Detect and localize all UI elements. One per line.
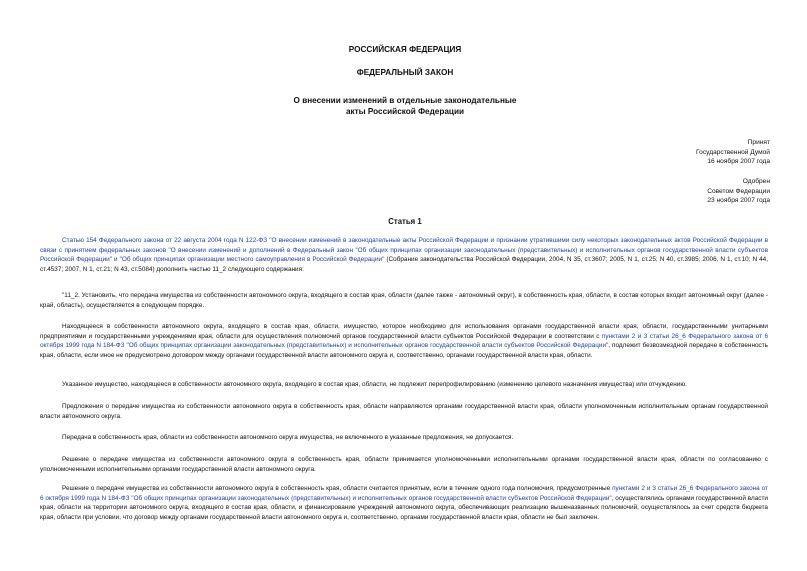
- paragraph-5: Предложения о передаче имущества из собственности автономного округа в собственность края, области направляются органами государственной власти края, области уполномоченным исполнительным органам государственной власти автономного округа.: [40, 403, 768, 420]
- duma-name: Государственной Думой: [696, 148, 770, 156]
- paragraph-3-text-a: Находящееся в собственности автономного округа, входящего в состав края, области, имущество, которое необходимо для использования органами государственной власти края, области, государственными унитарными предприятиями и государственными учреждениями края, области для осуществления полномочий органов государственной власти субъектов Российской Федерации в соответствии с: [40, 323, 768, 340]
- law-184-fz-link[interactable]: пунктами 2 и 3 статьи 26_6 Федерального закона от 6 октября 1999 года N 184-ФЗ "Об общих принципах организации законодательных (представительных) и исполнительных органов государственной власти субъектов Российской Федерации": [40, 332, 768, 350]
- article-heading: Статья 1: [388, 217, 422, 226]
- law-184-fz-link-2[interactable]: пунктами 2 и 3 статьи 26_6 Федерального закона от 6 октября 1999 года N 184-ФЗ "Об общих принципах организации законодательных (представительных) и исполнительных органов государственной власти субъектов Российской Федерации": [40, 485, 769, 502]
- council-approved-label: Одобрен: [742, 178, 770, 185]
- paragraph-6: Передача в собственность края, области из собственности автономного округа имущества, не включенного в указанные предложения, не допускается.: [62, 434, 514, 441]
- council-date: 23 ноября 2007 года: [707, 197, 770, 204]
- council-approval: [600, 177, 770, 206]
- paragraph-8-text-c: , осуществлялись органами государственной власти края, области на территории автономного округа, входящего в состав края, области, и финансирование учреждений автономного округа, обеспечивающих реализацию вышеназванных полномочий, осуществлялось за счет средств бюджета края, области при условии, что договор между органами государственной власти автономного округа и, соответственно, органами государственной власти края, области не был заключен.: [40, 494, 768, 521]
- council-name: Советом Федерации: [707, 187, 770, 195]
- law-title-line-2: акты Российской Федерации: [345, 106, 465, 116]
- law-title: [40, 96, 770, 117]
- duma-adopted-label: Принят: [747, 139, 770, 146]
- paragraph-2: "11_2. Установить, что передача имущества из собственности автономного округа, входящего в состав края, области (далее также - автономный округ), в собственность края, области, в состав которых входит автономный округ (далее - край, область), осуществляется в следующем порядке.: [40, 292, 768, 309]
- duma-date: 16 ноября 2007 года: [707, 158, 770, 165]
- paragraph-8: [40, 484, 768, 522]
- law-title-line-1: О внесении изменений в отдельные законодательные: [293, 96, 517, 105]
- paragraph-7: Решение о передаче имущества из собственности автономного округа в собственность края, области принимается уполномоченными исполнительными органами государственной власти края, области по согласованию с уполномоченными исполнительными органами государственной власти автономного округа.: [40, 456, 768, 473]
- paragraph-1-text: (Собрание законодательства Российской Федерации, 2004, N 35, ст.3607; 2005, N 1, ст.25; N 40, ст.3985; 2006, N 1, ст.10; N 44, ст.4537; 2007, N 1, ст.21; N 43, ст.5084) дополнить частью 11_2 следующего содержания:: [40, 256, 768, 273]
- paragraph-3: [40, 322, 768, 360]
- paragraph-8-text-a: Решение о передаче имущества из собственности автономного округа в собственность края, области считается принятым, если в течение одного года полномочия, предусмотренные: [62, 485, 613, 492]
- duma-adoption: [600, 138, 770, 167]
- paragraph-3-text-c: , подлежит безвозмездной передаче в собственность края, области, если иное не предусмотрено договором между органами государственной власти автономного округа и, соответственно, органами государственной власти края, области.: [40, 342, 768, 359]
- law-type-heading: ФЕДЕРАЛЬНЫЙ ЗАКОН: [356, 68, 454, 77]
- country-heading: РОССИЙСКАЯ ФЕДЕРАЦИЯ: [348, 45, 462, 54]
- law-122-fz-link[interactable]: Статью 154 Федерального закона от 22 августа 2004 года N 122-ФЗ "О внесении изменений в законодательные акты Российской Федерации и признании утратившими силу некоторых законодательных актов Российской Федерации в связи с принятием федеральных законов "О внесении изменений и дополнений в Федеральный закон "Об общих принципах организации законодательных (представительных) и исполнительных органов государственной власти субъектов Российской Федерации" и "Об общих принципах организации местного самоуправления в Российской Федерации": [40, 237, 768, 264]
- paragraph-4: Указанное имущество, находящееся в собственности автономного округа, входящего в состав края, области, не подлежит перепрофилированию (изменению целевого назначения имущества) или отчуждению.: [62, 381, 687, 388]
- paragraph-1: [40, 236, 768, 274]
